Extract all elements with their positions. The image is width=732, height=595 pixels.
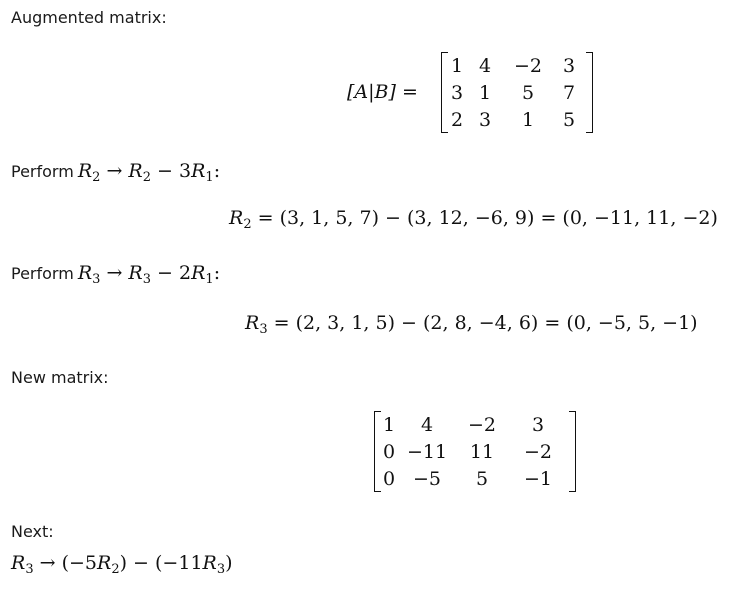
op1-sub-a: 2 — [92, 170, 101, 185]
eq2-rhs: = (2, 3, 1, 5) − (2, 8, −4, 6) = (0, −5, 5, −1) — [267, 312, 698, 334]
matrix-cell: 5 — [475, 467, 489, 490]
left-bracket — [441, 52, 448, 133]
matrix-cell: −2 — [513, 54, 542, 77]
op2-r: R — [77, 262, 93, 284]
matrix-cell: 11 — [469, 440, 495, 463]
op2-arrow: → — [100, 262, 129, 284]
op2-colon: : — [213, 262, 221, 284]
operation-2 — [11, 262, 220, 287]
next-mid2: ) − (−11 — [119, 552, 203, 574]
matrix-cell: 4 — [420, 413, 434, 436]
next-r1: R — [11, 552, 26, 574]
matrix-cell: 4 — [478, 54, 492, 77]
matrix-row — [381, 438, 569, 465]
matrix-cell: 5 — [521, 81, 535, 104]
matrix-row — [381, 465, 569, 492]
eq1-r: R — [229, 207, 244, 229]
augmented-matrix-label: Augmented matrix: — [11, 8, 167, 27]
matrix-cell: 3 — [562, 54, 576, 77]
matrix-row — [448, 52, 586, 79]
op2-sub-c: 1 — [205, 272, 214, 287]
matrix-cell: 7 — [562, 81, 576, 104]
op1-r: R — [77, 160, 93, 182]
matrix-cell: 3 — [531, 413, 545, 436]
op1-r3: R — [191, 160, 206, 182]
op1-sub-b: 2 — [142, 170, 151, 185]
matrix-cell: 1 — [450, 54, 464, 77]
matrix-cell: 0 — [382, 440, 396, 463]
eq1-rhs: = (3, 1, 5, 7) − (3, 12, −6, 9) = (0, −11, 11, −2) — [251, 207, 718, 229]
new-matrix-label: New matrix: — [11, 368, 109, 387]
eq2-lhs-sub: 3 — [259, 322, 268, 337]
next-label: Next: — [11, 522, 54, 541]
matrix-cell: 0 — [382, 467, 396, 490]
matrix-cell: −5 — [412, 467, 441, 490]
op1-rest: − 3 — [151, 160, 192, 182]
matrix-cell: −2 — [523, 440, 552, 463]
matrix-cell: 1 — [478, 81, 492, 104]
next-r3: R — [202, 552, 217, 574]
equation-2 — [245, 312, 698, 337]
matrix-cell: −11 — [406, 440, 448, 463]
new-matrix — [374, 411, 576, 492]
matrix-cell: 3 — [478, 108, 492, 131]
perform-label: Perform — [11, 162, 74, 181]
op1-colon: : — [213, 160, 221, 182]
op2-r2: R — [128, 262, 143, 284]
matrix-cell: 1 — [521, 108, 535, 131]
next-sub-a: 3 — [25, 562, 34, 577]
next-expression — [11, 552, 233, 577]
augmented-lhs-text: [A|B] = — [347, 81, 418, 103]
matrix-cell: −2 — [467, 413, 496, 436]
op2-sub-a: 3 — [92, 272, 101, 287]
op2-r3: R — [191, 262, 206, 284]
matrix-row — [448, 79, 586, 106]
augmented-lhs — [347, 81, 418, 103]
augmented-matrix — [441, 52, 593, 133]
op1-r2: R — [128, 160, 143, 182]
op1-sub-c: 1 — [205, 170, 214, 185]
matrix-cell: 1 — [382, 413, 396, 436]
right-bracket — [586, 52, 593, 133]
new-matrix-table — [381, 411, 569, 492]
matrix-row — [448, 106, 586, 133]
matrix-cell: 3 — [450, 81, 464, 104]
operation-1 — [11, 160, 220, 185]
op1-arrow: → — [100, 160, 129, 182]
matrix-cell: −1 — [523, 467, 552, 490]
perform-label: Perform — [11, 264, 74, 283]
op2-rest: − 2 — [151, 262, 192, 284]
matrix-cell: 2 — [450, 108, 464, 131]
augmented-matrix-table — [448, 52, 586, 133]
eq1-lhs-sub: 2 — [243, 217, 252, 232]
next-mid: → (−5 — [33, 552, 98, 574]
matrix-row — [381, 411, 569, 438]
eq2-r: R — [245, 312, 260, 334]
left-bracket — [374, 411, 381, 492]
op2-sub-b: 3 — [142, 272, 151, 287]
next-sub-b: 2 — [111, 562, 120, 577]
next-r2: R — [97, 552, 112, 574]
next-end: ) — [225, 552, 233, 574]
equation-1 — [229, 207, 718, 232]
right-bracket — [569, 411, 576, 492]
next-sub-c: 3 — [216, 562, 226, 577]
matrix-cell: 5 — [562, 108, 576, 131]
